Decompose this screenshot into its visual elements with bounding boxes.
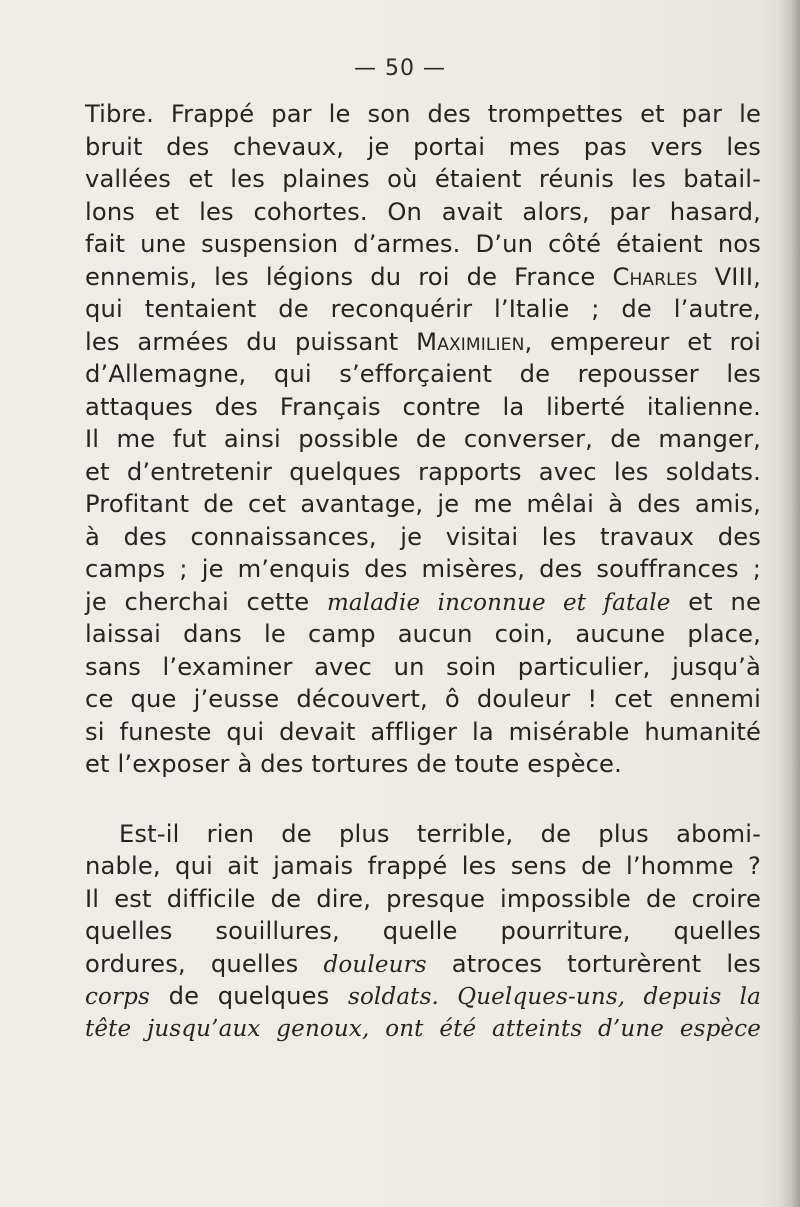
italic-phrase: soldats. Quelques-uns, depuis la: [347, 984, 761, 1010]
text-line: camps ; je m’enquis des misères, des souffrances ;: [85, 555, 761, 583]
text-line: tête jusqu’aux genoux, ont été atteints d’une espèce: [85, 1015, 761, 1042]
italic-phrase: douleurs: [323, 951, 427, 978]
italic-phrase: corps: [85, 984, 150, 1010]
text-line: Tibre. Frappé par le son des trompettes et par le: [85, 100, 761, 128]
paragraph-gap: [85, 781, 761, 818]
text-line: nable, qui ait jamais frappé les sens de l’homme ?: [85, 852, 761, 880]
text-segment: atroces torturèrent les: [426, 949, 762, 978]
text-segment: VIII,: [697, 262, 761, 291]
body-text: [85, 98, 761, 1045]
text-line: [85, 948, 761, 981]
text-segment: ennemis, les légions du roi de France: [85, 262, 613, 291]
text-segment: les armées du puissant: [85, 327, 417, 356]
italic-phrase: maladie inconnue et fatale: [326, 589, 671, 616]
text-segment: , empereur et roi: [524, 327, 761, 356]
text-segment: et ne: [670, 587, 761, 616]
text-line: lons et les cohortes. On avait alors, par hasard,: [85, 197, 761, 226]
text-line: qui tentaient de reconquérir l’Italie ; de l’autre,: [85, 295, 761, 323]
text-segment: de quelques: [150, 982, 348, 1010]
text-line: [85, 586, 761, 619]
page-edge-shadow: [778, 0, 800, 1207]
text-line: ce que j’eusse découvert, ô douleur ! cet ennemi: [85, 685, 761, 713]
text-line: et l’exposer à des tortures de toute espèce.: [85, 750, 622, 778]
text-line: vallées et les plaines où étaient réunis les batail-: [85, 165, 761, 193]
text-segment: je cherchai cette: [85, 587, 327, 616]
text-line: laissai dans le camp aucun coin, aucune place,: [85, 620, 761, 648]
text-line: Il me fut ainsi possible de converser, de manger,: [85, 425, 761, 453]
text-line: [85, 326, 761, 359]
text-segment: ordures, quelles: [85, 949, 324, 978]
text-line: quelles souillures, quelle pourriture, quelles: [85, 917, 761, 945]
text-line: Est-il rien de plus terrible, de plus abomi-: [119, 819, 761, 848]
text-line: [85, 980, 761, 1013]
text-line: attaques des Français contre la liberté italienne.: [85, 392, 761, 421]
page-number: — 50 —: [354, 56, 446, 81]
text-line: si funeste qui devait affliger la misérable humanité: [85, 717, 761, 746]
text-line: bruit des chevaux, je portai mes pas vers les: [85, 132, 761, 161]
text-line: Profitant de cet avantage, je me mêlai à des amis,: [85, 490, 761, 518]
text-line: à des connaissances, je visitai les travaux des: [85, 522, 761, 551]
text-line: sans l’examiner avec un soin particulier, jusqu’à: [85, 652, 761, 681]
small-caps-name: Charles: [612, 262, 698, 291]
text-line: d’Allemagne, qui s’efforçaient de repousser les: [85, 360, 761, 388]
text-line: [85, 261, 761, 294]
small-caps-name: Maximilien: [416, 327, 525, 356]
text-line: Il est difficile de dire, presque impossible de croire: [85, 884, 761, 913]
text-line: et d’entretenir quelques rapports avec les soldats.: [85, 457, 761, 486]
text-line: fait une suspension d’armes. D’un côté étaient nos: [85, 230, 761, 258]
